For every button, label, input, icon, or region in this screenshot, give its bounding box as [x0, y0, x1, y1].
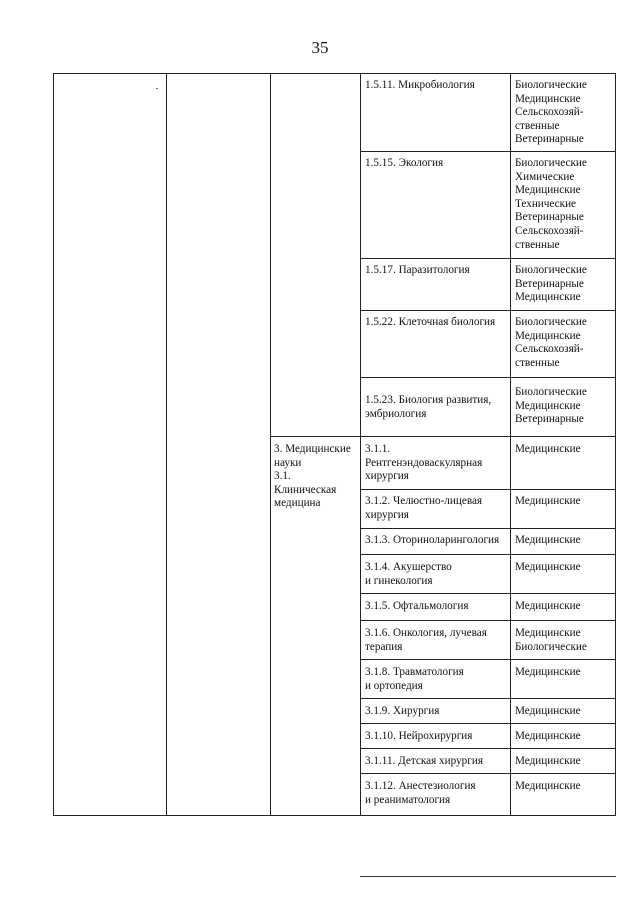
- specialty-cell: 1.5.17. Паразитология: [365, 264, 470, 276]
- specialty-cell: 1.5.15. Экология: [365, 157, 444, 169]
- row-divider: [360, 748, 616, 749]
- fields-cell: Медицинские: [515, 561, 581, 573]
- row-divider: [360, 258, 616, 259]
- specialty-cell: 3.1.1. Рентгенэндоваскулярная хирургия: [365, 443, 483, 483]
- specialty-cell: 1.5.23. Биология развития, эмбриология: [365, 394, 492, 420]
- scan-speck: [156, 88, 158, 89]
- row-divider: [360, 620, 616, 621]
- specialty-cell: 3.1.10. Нейрохирургия: [365, 730, 473, 742]
- page-number: 35: [311, 38, 329, 57]
- column-divider: [510, 73, 511, 816]
- column-divider: [270, 73, 271, 816]
- fields-cell: Медицинские: [515, 443, 581, 455]
- fields-cell: Биологические Медицинские Сельскохозяй- ственные Ветеринарные: [515, 79, 587, 146]
- fields-cell: Медицинские: [515, 705, 581, 717]
- science-group-label: 3. Медицинские науки 3.1. Клиническая медицина: [274, 443, 351, 510]
- specialty-cell: 3.1.4. Акушерство и гинекология: [365, 561, 452, 587]
- fields-cell: Медицинские: [515, 600, 581, 612]
- fields-cell: Медицинские: [515, 730, 581, 742]
- specialty-cell: 3.1.2. Челюстно-лицевая хирургия: [365, 495, 483, 521]
- column-divider: [166, 73, 167, 816]
- row-divider: [360, 377, 616, 378]
- specialty-cell: 1.5.11. Микробиология: [365, 79, 475, 91]
- fields-cell: Медицинские: [515, 534, 581, 546]
- specialty-cell: 3.1.11. Детская хирургия: [365, 755, 483, 767]
- row-divider: [360, 723, 616, 724]
- fields-cell: Биологические Химические Медицинские Технические Ветеринарные Сельскохозяй- ственные: [515, 157, 587, 251]
- row-divider: [360, 773, 616, 774]
- specialty-cell: 3.1.5. Офтальмология: [365, 600, 469, 612]
- row-divider: [360, 698, 616, 699]
- specialty-cell: 1.5.22. Клеточная биология: [365, 316, 496, 328]
- row-divider: [360, 528, 616, 529]
- specialty-cell: 3.1.12. Анестезиология и реаниматология: [365, 780, 476, 806]
- footer-rule: [360, 876, 616, 877]
- row-divider: [360, 489, 616, 490]
- fields-cell: Биологические Ветеринарные Медицинские: [515, 264, 587, 304]
- specialty-cell: 3.1.9. Хирургия: [365, 705, 440, 717]
- fields-cell: Медицинские: [515, 755, 581, 767]
- fields-cell: Медицинские: [515, 495, 581, 507]
- row-divider: [360, 593, 616, 594]
- row-divider: [360, 310, 616, 311]
- fields-cell: Медицинские Биологические: [515, 627, 587, 653]
- specialty-cell: 3.1.6. Онкология, лучевая терапия: [365, 627, 487, 653]
- row-divider: [360, 659, 616, 660]
- column-divider: [360, 73, 361, 816]
- fields-cell: Медицинские: [515, 666, 581, 678]
- row-divider: [360, 151, 616, 152]
- fields-cell: Биологические Медицинские Ветеринарные: [515, 386, 587, 426]
- row-divider: [270, 436, 616, 437]
- fields-cell: Медицинские: [515, 780, 581, 792]
- specialty-cell: 3.1.8. Травматология и ортопедия: [365, 666, 464, 692]
- row-divider: [360, 554, 616, 555]
- specialty-cell: 3.1.3. Оториноларингология: [365, 534, 500, 546]
- fields-cell: Биологические Медицинские Сельскохозяй- ственные: [515, 316, 587, 369]
